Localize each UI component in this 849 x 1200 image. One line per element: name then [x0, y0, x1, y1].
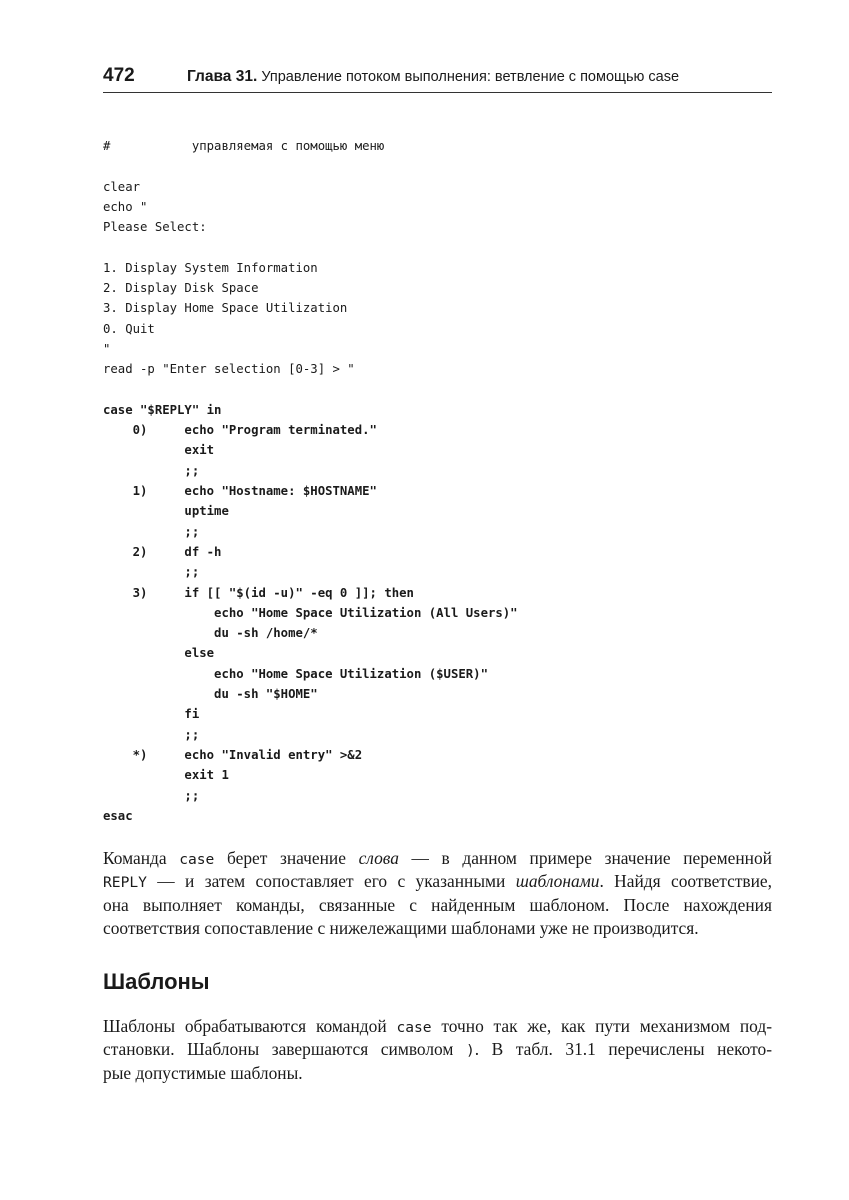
code-line: uptime: [103, 504, 229, 519]
text-line: [103, 1038, 772, 1061]
code-line: 1. Display System Information: [103, 260, 318, 275]
code-line: 3. Display Home Space Utilization: [103, 301, 348, 316]
inline-code: ): [465, 1042, 475, 1060]
text-line: [103, 847, 772, 870]
code-line: ;;: [103, 565, 200, 580]
text-run: . В табл. 31.1 перечислены некото-: [474, 1039, 772, 1060]
code-line: du -sh /home/*: [103, 626, 318, 641]
emphasis: слова: [358, 848, 399, 868]
code-line: # управляемая с помощью меню: [103, 139, 385, 153]
code-line: du -sh "$HOME": [103, 687, 318, 702]
code-line: read -p "Enter selection [0-3] > ": [103, 362, 355, 377]
code-line: 1) echo "Hostname: $HOSTNAME": [103, 484, 377, 499]
inline-code: case: [396, 1019, 432, 1036]
code-line: ": [103, 341, 111, 356]
text-run: Команда: [103, 848, 180, 868]
code-line: else: [103, 646, 215, 661]
code-line: exit 1: [103, 768, 229, 783]
code-line: 0) echo "Program terminated.": [103, 423, 377, 438]
running-header: [103, 64, 772, 93]
page-number: 472: [103, 65, 135, 86]
code-line: ;;: [103, 788, 200, 803]
code-line: echo "Home Space Utilization (All Users)": [103, 605, 518, 620]
code-line: [103, 237, 518, 257]
code-line: fi: [103, 707, 200, 722]
inline-code: REPLY: [103, 874, 147, 892]
chapter-label: Глава 31.: [187, 68, 258, 85]
text-line: рые допустимые шаблоны.: [103, 1062, 303, 1083]
code-line: clear: [103, 179, 141, 194]
text-run: . Найдя соответствие,: [599, 871, 772, 892]
code-line: echo ": [103, 199, 148, 214]
code-line: 3) if [[ "$(id -u)" -eq 0 ]]; then: [103, 585, 414, 600]
code-line: [103, 156, 518, 176]
chapter-title-text: Управление потоком выполнения: ветвление с помощью case: [261, 69, 680, 85]
code-listing: [103, 136, 518, 826]
code-line: ;;: [103, 727, 200, 742]
code-line: [103, 380, 518, 400]
paragraph-patterns: [103, 1015, 772, 1085]
text-run: становки. Шаблоны завершаются символом: [103, 1039, 466, 1060]
code-line: *) echo "Invalid entry" >&2: [103, 747, 363, 762]
code-line: ;;: [103, 463, 200, 478]
text-run: Шаблоны обрабатываются командой: [103, 1016, 397, 1036]
code-line: echo "Home Space Utilization ($USER)": [103, 666, 488, 681]
inline-code: case: [179, 851, 215, 868]
chapter-title: [187, 68, 679, 86]
code-line: case "$REPLY" in: [103, 402, 222, 417]
text-line: [103, 1015, 772, 1038]
text-line: она выполняет команды, связанные с найденным шаблоном. После нахождения: [103, 894, 772, 915]
text-run: берет значение: [214, 848, 359, 868]
code-line: esac: [103, 808, 133, 823]
code-line: 0. Quit: [103, 321, 155, 336]
code-line: ;;: [103, 524, 200, 539]
section-heading: Шаблоны: [103, 969, 210, 994]
text-line: [103, 870, 772, 893]
text-run: — в данном примере значение переменной: [398, 848, 772, 868]
text-run: точно так же, как пути механизмом под-: [431, 1016, 772, 1036]
text-line: соответствия сопоставление с нижележащими шаблонами уже не производится.: [103, 918, 699, 939]
code-line: 2. Display Disk Space: [103, 281, 259, 296]
emphasis: шаблонами: [515, 871, 600, 892]
code-line: 2) df -h: [103, 544, 222, 559]
code-line: exit: [103, 443, 215, 458]
paragraph-case-description: [103, 847, 772, 941]
text-run: — и затем сопоставляет его с указанными: [146, 871, 516, 892]
code-line: Please Select:: [103, 220, 207, 235]
